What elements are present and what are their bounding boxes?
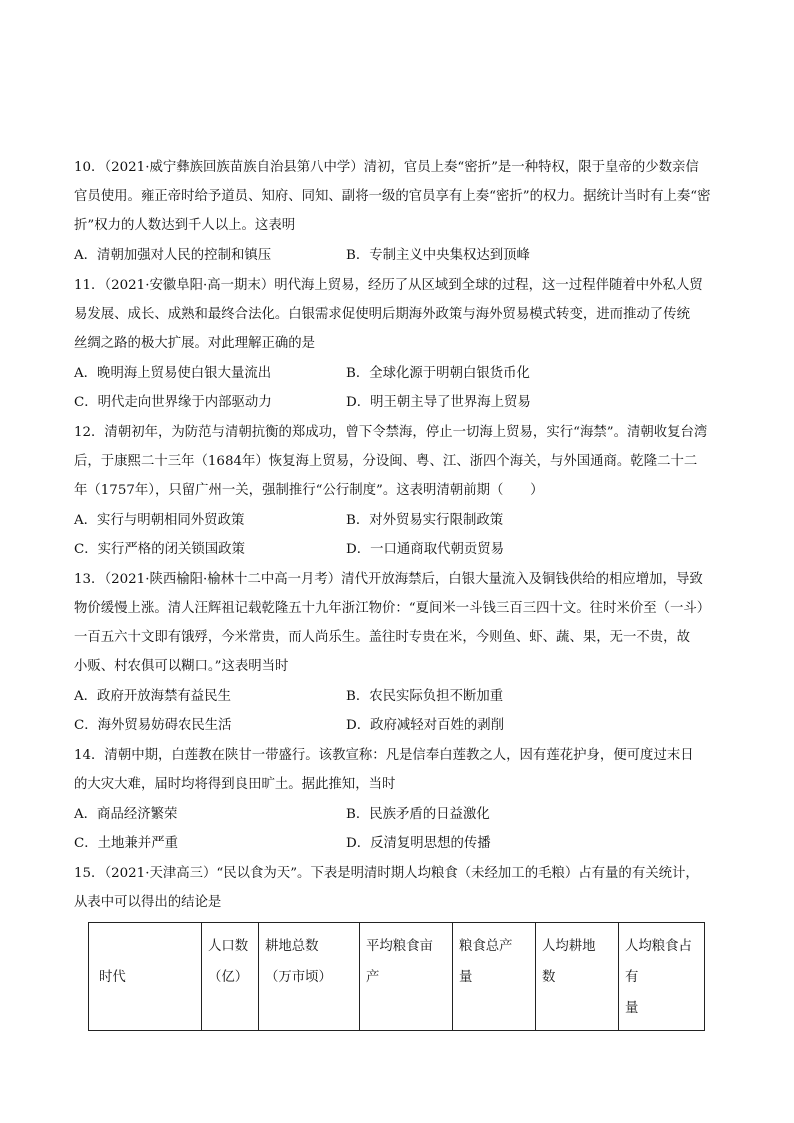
q12-option-a: A．实行与明朝相同外贸政策 bbox=[74, 513, 245, 528]
q13-line-4: 小贩、村农俱可以糊口。”这表明当时 bbox=[74, 659, 289, 674]
header-total-output-line-1: 粮食总产 bbox=[459, 939, 513, 954]
header-grain-per-capita-line-1: 人均粮食占有 bbox=[625, 939, 692, 985]
q13-line-2: 物价缓慢上涨。清人汪辉祖记载乾隆五十九年浙江物价：“夏间米一斗钱三百三四十文。往时米价至（一斗） bbox=[74, 601, 711, 616]
header-population-line-1: 人口数 bbox=[208, 939, 249, 954]
q11-option-b: B．全球化源于明朝白银货币化 bbox=[346, 366, 530, 381]
header-cell-grain-per-capita bbox=[619, 923, 705, 1031]
header-farmland-line-1: 耕地总数 bbox=[265, 939, 319, 954]
q13-option-b: B．农民实际负担不断加重 bbox=[346, 689, 504, 704]
q13-line-3: 一百五六十文即有饿殍，今米常贵，而人尚乐生。盖往时专贵在米，今则鱼、虾、蔬、果，无一不贵，故 bbox=[74, 630, 690, 645]
q10-line-3: 折”权力的人数达到千人以上。这表明 bbox=[74, 218, 296, 233]
q11-line-1: 11．（2021·安徽阜阳·高一期末）明代海上贸易，经历了从区域到全球的过程，这一过程伴随着中外私人贸 bbox=[74, 278, 703, 293]
q14-option-c: C．土地兼并严重 bbox=[74, 836, 178, 851]
q13-option-c: C．海外贸易妨碍农民生活 bbox=[74, 718, 232, 733]
header-total-output-line-2: 量 bbox=[459, 970, 473, 985]
q12-line-2: 后，于康熙二十三年（1684年）恢复海上贸易，分设闽、粤、江、浙四个海关，与外国通商。乾隆二十二 bbox=[74, 454, 698, 469]
q12-option-d: D．一口通商取代朝贡贸易 bbox=[346, 542, 505, 557]
q12-line-1: 12．清朝初年，为防范与清朝抗衡的郑成功，曾下令禁海，停止一切海上贸易，实行“海禁”。清朝收复台湾 bbox=[74, 425, 708, 440]
q14-option-d: D．反清复明思想的传播 bbox=[346, 836, 491, 851]
header-yield-line-2: 产 bbox=[366, 970, 380, 985]
q10-option-a: A．清朝加强对人民的控制和镇压 bbox=[74, 248, 272, 263]
q14-option-b: B．民族矛盾的日益激化 bbox=[346, 807, 490, 822]
header-yield-line-1: 平均粮食亩 bbox=[366, 939, 433, 954]
q13-line-1: 13．（2021·陕西榆阳·榆林十二中高一月考）清代开放海禁后，白银大量流入及铜钱供给的相应增加，导致 bbox=[74, 572, 703, 587]
q11-line-2: 易发展、成长、成熟和最终合法化。白银需求促使明后期海外政策与海外贸易模式转变，进而推动了传统 bbox=[74, 307, 690, 322]
header-era-label: 时代 bbox=[99, 970, 126, 985]
header-cell-era bbox=[89, 923, 202, 1031]
header-cell-total-output bbox=[453, 923, 536, 1031]
header-grain-per-capita-line-2: 量 bbox=[625, 1001, 639, 1016]
q11-option-c: C．明代走向世界缘于内部驱动力 bbox=[74, 395, 272, 410]
q12-line-3: 年（1757年），只留广州一关，强制推行“公行制度”。这表明清朝前期（ ） bbox=[74, 483, 544, 498]
q13-option-d: D．政府减轻对百姓的剥削 bbox=[346, 718, 505, 733]
q11-line-3: 丝绸之路的极大扩展。对此理解正确的是 bbox=[74, 336, 316, 351]
header-farmland-per-capita-line-1: 人均耕地 bbox=[542, 939, 596, 954]
q12-option-b: B．对外贸易实行限制政策 bbox=[346, 513, 504, 528]
q15-line-1: 15．（2021·天津高三）“民以食为天”。下表是明清时期人均粮食（未经加工的毛粮）占有量的有关统计， bbox=[74, 866, 699, 881]
q13-option-a: A．政府开放海禁有益民生 bbox=[74, 689, 231, 704]
q11-option-d: D．明王朝主导了世界海上贸易 bbox=[346, 395, 531, 410]
q14-option-a: A．商品经济繁荣 bbox=[74, 807, 178, 822]
header-farmland-per-capita-line-2: 数 bbox=[542, 970, 556, 985]
q14-line-1: 14．清朝中期，白莲教在陕甘一带盛行。该教宣称：凡是信奉白莲教之人，因有莲花护身，便可度过末日 bbox=[74, 748, 694, 763]
header-population-line-2: （亿） bbox=[208, 970, 249, 985]
q10-option-b: B．专制主义中央集权达到顶峰 bbox=[346, 248, 530, 263]
q10-line-2: 官员使用。雍正帝时给予道员、知府、同知、副将一级的官员享有上奏“密折”的权力。据统计当时有上奏“密 bbox=[74, 189, 711, 204]
header-cell-farmland bbox=[259, 923, 360, 1031]
q10-line-1: 10．（2021·威宁彝族回族苗族自治县第八中学）清初，官员上奏“密折”是一种特权，限于皇帝的少数亲信 bbox=[74, 160, 699, 175]
q14-line-2: 的大灾大难，届时均将得到良田旷土。据此推知，当时 bbox=[74, 777, 396, 792]
q11-option-a: A．晚明海上贸易使白银大量流出 bbox=[74, 366, 272, 381]
q15-line-2: 从表中可以得出的结论是 bbox=[74, 895, 222, 910]
table-header-row bbox=[89, 923, 705, 1031]
q12-option-c: C．实行严格的闭关锁国政策 bbox=[74, 542, 245, 557]
grain-statistics-table bbox=[88, 922, 705, 1031]
header-cell-farmland-per-capita bbox=[536, 923, 619, 1031]
header-cell-population bbox=[202, 923, 259, 1031]
header-cell-yield bbox=[360, 923, 453, 1031]
header-farmland-line-2: （万市顷） bbox=[265, 970, 332, 985]
